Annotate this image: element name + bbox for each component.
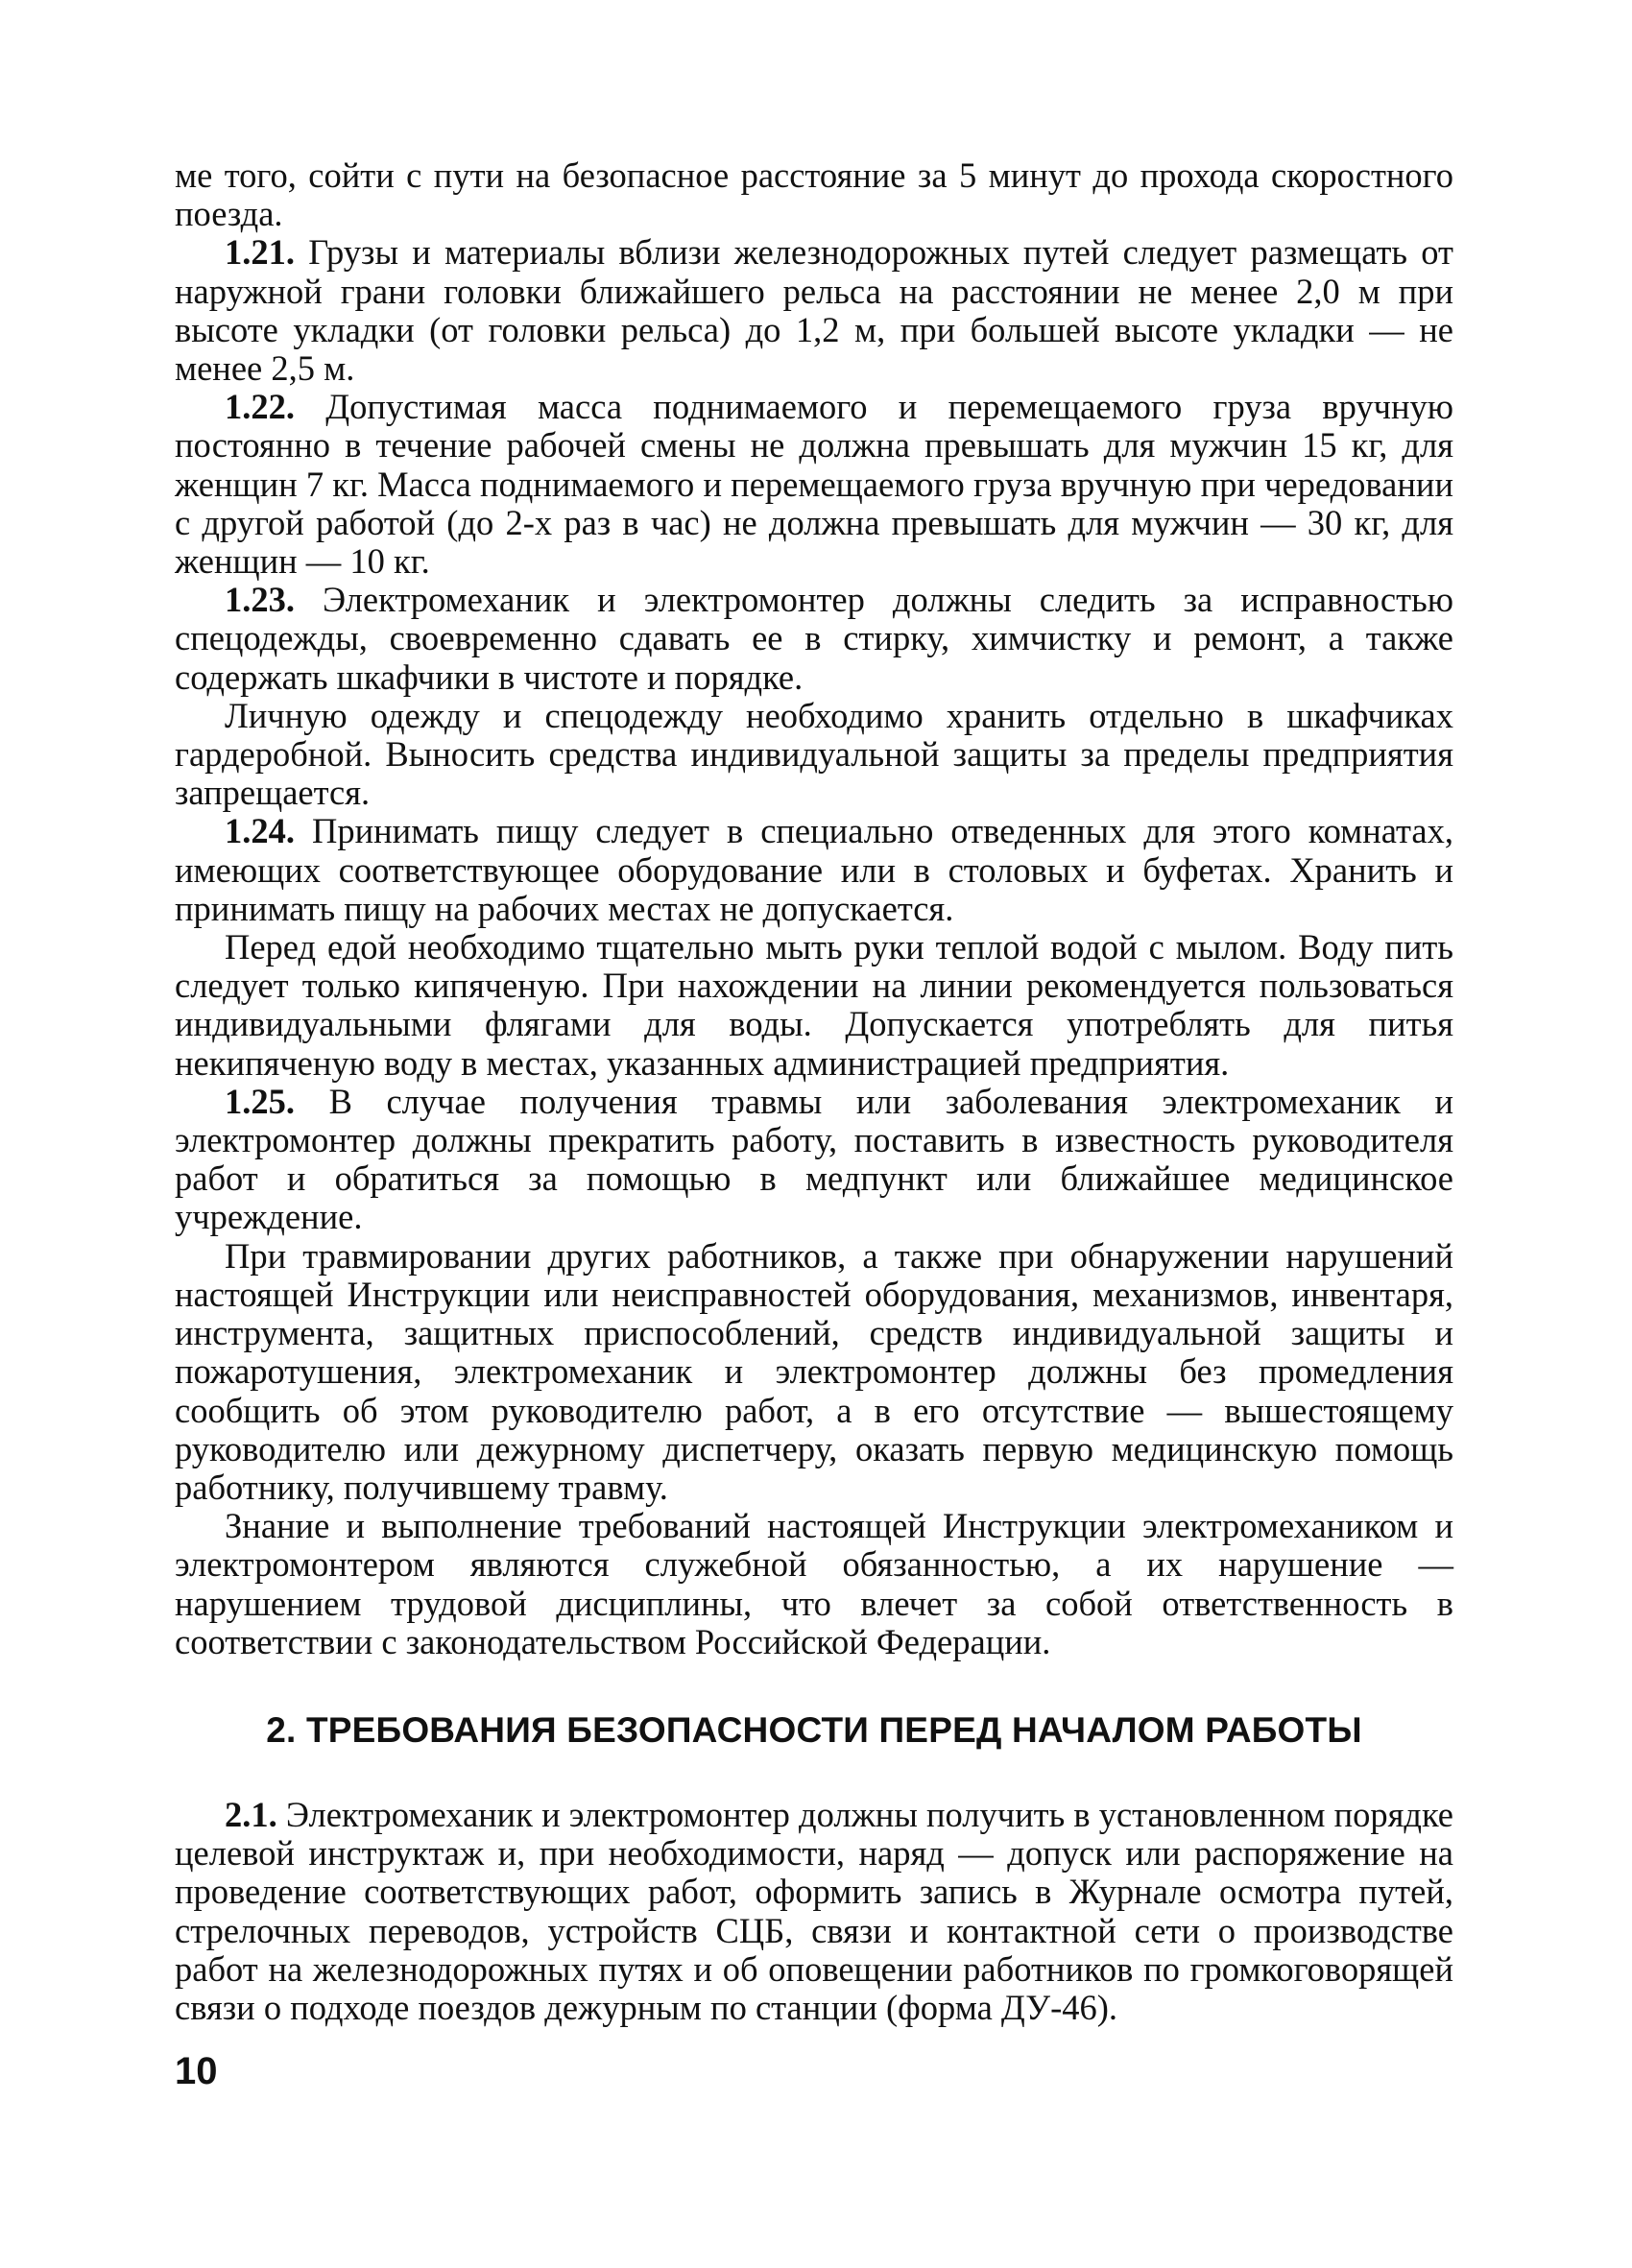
paragraphs-before-heading xyxy=(175,156,1453,1661)
paragraph-text: Допустимая масса поднимаемого и перемещаемого груза вручную постоянно в течение рабочей смены не должна превышать для мужчин 15 кг, для женщин 7 кг. Масса поднимаемого и перемещаемого груза вручную при чередовании с другой работой (до 2-х раз в час) не должна превышать для мужчин — 30 кг, для женщин — 10 кг. xyxy=(175,387,1453,582)
paragraph-text: Электромеханик и электромонтер должны следить за исправностью спецодежды, своевременно сдавать ее в стирку, химчистку и ремонт, а также содержать шкафчики в чистоте и порядке. xyxy=(175,580,1453,697)
paragraph xyxy=(175,1083,1453,1237)
paragraph xyxy=(175,697,1453,813)
clause-number: 1.25. xyxy=(225,1081,295,1121)
paragraph-text: ме того, сойти с пути на безопасное расстояние за 5 минут до прохода скоростного поезда. xyxy=(175,155,1453,234)
clause-number: 2.1. xyxy=(225,1794,277,1834)
clause-number: 1.23. xyxy=(225,580,295,620)
section-heading: 2. ТРЕБОВАНИЯ БЕЗОПАСНОСТИ ПЕРЕД НАЧАЛОМ РАБОТЫ xyxy=(266,1709,1362,1750)
paragraph-text: При травмировании других работников, а также при обнаружении нарушений настоящей Инструкции или неисправностей оборудования, механизмов, инвентаря, инструмента, защитных приспособлений, средств индивидуальной защиты и пожаротушения, электромеханик и электромонтер должны без промедления сообщить об этом руководителю работ, а в его отсутствие — вышестоящему руководителю или дежурному диспетчеру, оказать первую медицинскую помощь работнику, получившему травму. xyxy=(175,1235,1453,1507)
clause-number: 1.21. xyxy=(225,232,295,273)
paragraph-text: Электромеханик и электромонтер должны получить в установленном порядке целевой инструктаж и, при необходимости, наряд — допуск или распоряжение на проведение соответствующих работ, оформить запись в Журнале осмотра путей, стрелочных переводов, устройств СЦБ, связи и контактной сети о производстве работ на железнодорожных путях и об оповещении работников по громкоговорящей связи о подходе поездов дежурным по станции (форма ДУ-46). xyxy=(175,1794,1453,2027)
clause-number: 1.24. xyxy=(225,811,295,851)
paragraph-text: Грузы и материалы вблизи железнодорожных путей следует размещать от наружной грани головки ближайшего рельса на расстоянии не менее 2,0 м при высоте укладки (от головки рельса) до 1,2 м, при большей высоте укладки — не менее 2,5 м. xyxy=(175,232,1453,389)
paragraph xyxy=(175,1237,1453,1507)
paragraph-text: Перед едой необходимо тщательно мыть руки теплой водой с мылом. Воду пить следует только кипяченую. При нахождении на линии рекомендуется пользоваться индивидуальными флягами для воды. Допускается употреблять для питья некипяченую воду в местах, указанных администрацией предприятия. xyxy=(175,927,1453,1083)
paragraph xyxy=(175,388,1453,581)
body-text xyxy=(175,156,1453,2027)
paragraph xyxy=(175,812,1453,928)
page-number: 10 xyxy=(175,2050,218,2092)
paragraph xyxy=(175,156,1453,233)
paragraphs-after-heading xyxy=(175,1796,1453,2027)
clause-number: 1.22. xyxy=(225,387,295,427)
paragraph-text: Принимать пищу следует в специально отведенных для этого комнатах, имеющих соответствующее оборудование или в столовых и буфетах. Хранить и принимать пищу на рабочих местах не допускается. xyxy=(175,811,1453,928)
paragraph-text: Знание и выполнение требований настоящей Инструкции электромехаником и электромонтером являются служебной обязанностью, а их нарушение — нарушением трудовой дисциплины, что влечет за собой ответственность в соответствии с законодательством Российской Федерации. xyxy=(175,1506,1453,1661)
paragraph xyxy=(175,1796,1453,2027)
paragraph xyxy=(175,1507,1453,1661)
paragraph-text: Личную одежду и спецодежду необходимо хранить отдельно в шкафчиках гардеробной. Выносить средства индивидуальной защиты за пределы предприятия запрещается. xyxy=(175,695,1453,813)
paragraph xyxy=(175,928,1453,1083)
paragraph-text: В случае получения травмы или заболевания электромеханик и электромонтер должны прекратить работу, поставить в известность руководителя работ и обратиться за помощью в медпункт или ближайшее медицинское учреждение. xyxy=(175,1081,1453,1237)
paragraph xyxy=(175,581,1453,697)
paragraph xyxy=(175,233,1453,388)
